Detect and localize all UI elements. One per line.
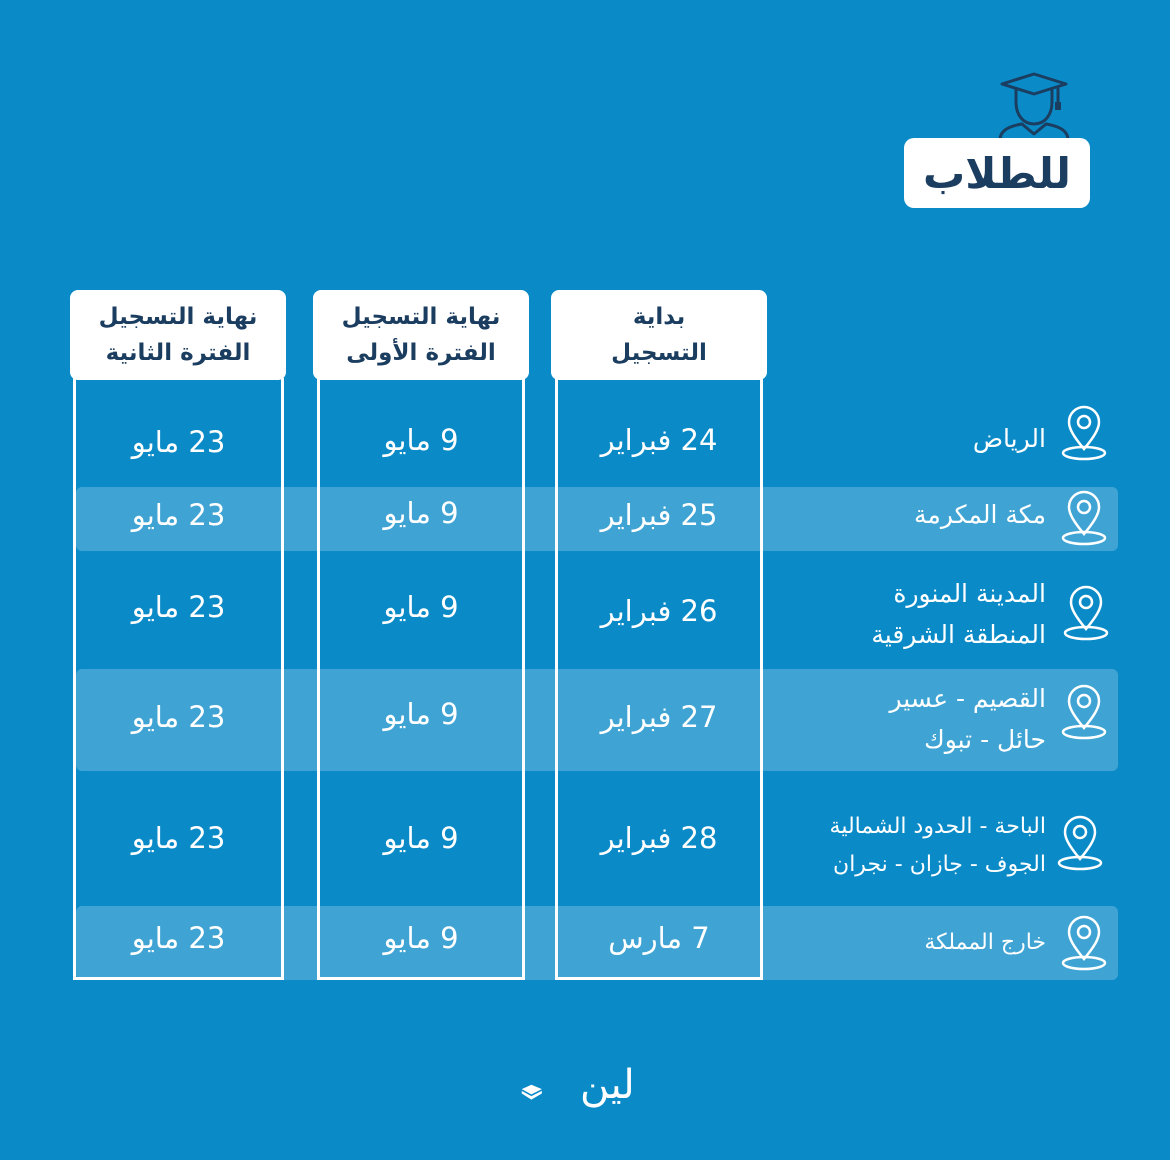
- end-first-date: 9 مايو: [383, 496, 459, 530]
- location-pin-icon: [1060, 405, 1108, 463]
- region-name: [871, 573, 1046, 655]
- region-name: [889, 678, 1046, 760]
- column-header-line: الفترة الأولى: [346, 340, 496, 366]
- region-line: المدينة المنورة: [893, 579, 1046, 608]
- start-date: 25 فبراير: [600, 498, 718, 532]
- region-name: [914, 494, 1046, 535]
- region-name: [973, 418, 1046, 459]
- end-first-date: 9 مايو: [383, 423, 459, 457]
- start-date: 24 فبراير: [600, 423, 718, 457]
- start-date: 27 فبراير: [600, 700, 718, 734]
- end-second-date: 23 مايو: [131, 821, 226, 855]
- lean-logo-icon: [520, 1066, 576, 1114]
- end-first-date: 9 مايو: [383, 821, 459, 855]
- location-pin-icon: [1060, 490, 1108, 548]
- region-line: الباحة - الحدود الشمالية: [829, 814, 1046, 839]
- location-pin-icon: [1056, 815, 1104, 873]
- column-header-line: نهاية التسجيل: [98, 304, 258, 330]
- region-line: مكة المكرمة: [914, 500, 1046, 529]
- column-header-line: التسجيل: [611, 340, 707, 366]
- column-header-start: [551, 290, 767, 380]
- start-date: 28 فبراير: [600, 821, 718, 855]
- start-date: 26 فبراير: [600, 594, 718, 628]
- end-second-date: 23 مايو: [131, 498, 226, 532]
- location-pin-icon: [1060, 915, 1108, 973]
- column-frame-end-first: [317, 378, 525, 980]
- region-name: [830, 808, 1046, 884]
- column-header-end-first: [313, 290, 529, 380]
- location-pin-icon: [1060, 684, 1108, 742]
- region-name: [924, 922, 1046, 963]
- end-second-date: 23 مايو: [131, 921, 226, 955]
- lean-logo-text: لين: [580, 1062, 635, 1108]
- column-header-line: بداية: [632, 304, 686, 330]
- region-line: الرياض: [972, 424, 1046, 453]
- end-first-date: 9 مايو: [383, 590, 459, 624]
- column-header-end-second: [70, 290, 286, 380]
- region-line: الجوف - جازان - نجران: [833, 852, 1046, 877]
- region-line: خارج المملكة: [924, 930, 1046, 955]
- end-second-date: 23 مايو: [131, 590, 226, 624]
- region-line: حائل - تبوك: [924, 725, 1046, 754]
- end-first-date: 9 مايو: [383, 697, 459, 731]
- location-pin-icon: [1062, 585, 1110, 643]
- column-frame-end-second: [73, 378, 284, 980]
- region-line: المنطقة الشرقية: [871, 620, 1046, 649]
- region-line: القصيم - عسير: [889, 684, 1046, 713]
- graduate-icon: [994, 70, 1074, 142]
- page-title: للطلاب: [904, 138, 1090, 208]
- end-second-date: 23 مايو: [131, 700, 226, 734]
- column-header-line: نهاية التسجيل: [341, 304, 501, 330]
- column-header-line: الفترة الثانية: [105, 340, 251, 366]
- column-frame-start: [555, 378, 763, 980]
- end-first-date: 9 مايو: [383, 921, 459, 955]
- end-second-date: 23 مايو: [131, 425, 226, 459]
- start-date: 7 مارس: [608, 921, 710, 955]
